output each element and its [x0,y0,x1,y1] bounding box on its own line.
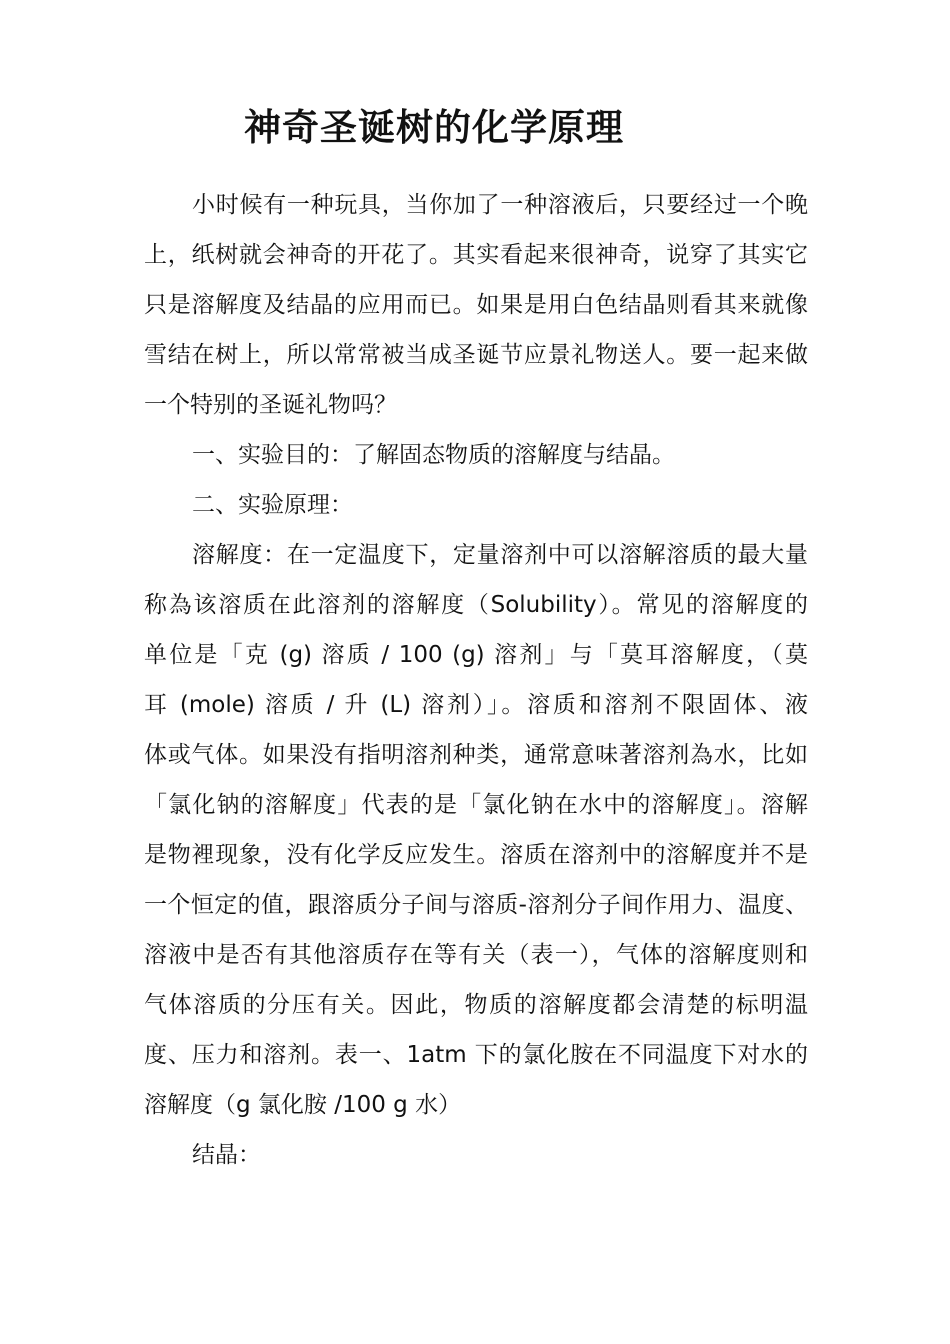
paragraph-line: 溶液中是否有其他溶质存在等有关（表一），气体的溶解度则和 [144,942,808,968]
paragraph-line: 只是溶解度及结晶的应用而已。如果是用白色结晶则看其来就像 [144,292,808,318]
paragraph-line: 上，纸树就会神奇的开花了。其实看起来很神奇，说穿了其实它 [144,242,808,268]
paragraph-line: 溶解度（g 氯化胺 /100 g 水） [144,1092,462,1118]
paragraph-line: 度、压力和溶剂。表一、1atm 下的氯化胺在不同温度下对水的 [144,1042,808,1068]
paragraph-line: 一个恒定的值，跟溶质分子间与溶质-溶剂分子间作用力、温度、 [144,892,808,918]
paragraph-line: 体或气体。如果没有指明溶剂种类，通常意味著溶剂為水，比如 [144,742,808,768]
paragraph-line: 气体溶质的分压有关。因此，物质的溶解度都会清楚的标明温 [144,992,808,1018]
paragraph-line: 一个特别的圣诞礼物吗？ [144,392,397,418]
section-heading: 一、实验目的：了解固态物质的溶解度与结晶。 [192,442,675,468]
paragraph-line: 单位是「克 (g) 溶质 / 100 (g) 溶剂」与「莫耳溶解度，（莫 [144,642,808,668]
section-heading: 二、实验原理： [192,492,353,518]
paragraph-line: 「氯化钠的溶解度」代表的是「氯化钠在水中的溶解度」。溶解 [144,792,808,818]
document-body [144,180,808,1180]
paragraph-line: 雪结在树上，所以常常被当成圣诞节应景礼物送人。要一起来做 [144,342,808,368]
paragraph-line: 小时候有一种玩具，当你加了一种溶液后，只要经过一个晚 [192,192,808,218]
paragraph-line: 称為该溶质在此溶剂的溶解度（Solubility）。常见的溶解度的 [144,592,808,618]
paragraph-line: 溶解度：在一定温度下，定量溶剂中可以溶解溶质的最大量 [192,542,808,568]
section-heading: 结晶： [192,1142,261,1168]
paragraph-line: 耳 (mole) 溶质 / 升 (L) 溶剂）」。溶质和溶剂不限固体、液 [144,692,808,718]
document-title: 神奇圣诞树的化学原理 [244,106,624,149]
paragraph-line: 是物裡现象，没有化学反应发生。溶质在溶剂中的溶解度并不是 [144,842,808,868]
